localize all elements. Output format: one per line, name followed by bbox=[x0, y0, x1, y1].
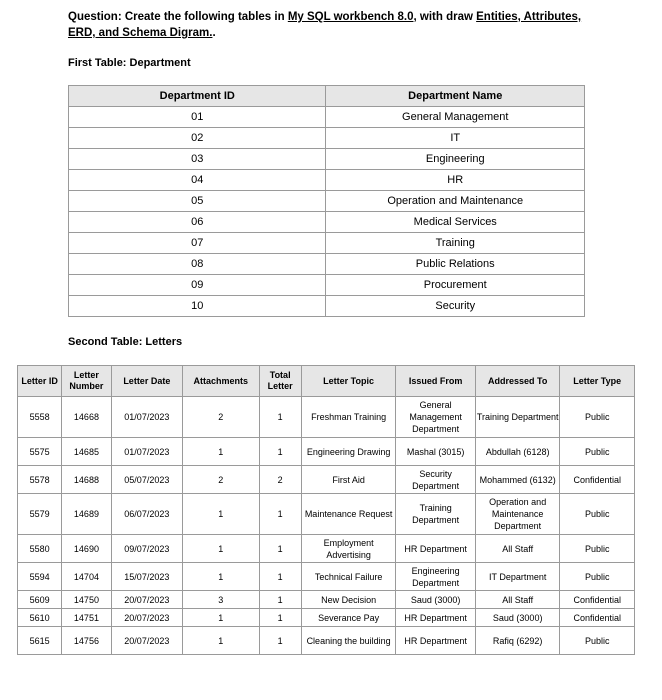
department-id-cell: 02 bbox=[69, 128, 326, 149]
department-name-cell: Training bbox=[326, 233, 585, 254]
letter-date-cell: 20/07/2023 bbox=[111, 591, 182, 609]
letter-type-cell: Public bbox=[560, 535, 635, 563]
header-attachments: Attachments bbox=[183, 366, 259, 397]
letter-id-cell: 5558 bbox=[18, 397, 62, 438]
letter-topic-cell: Cleaning the building bbox=[301, 627, 396, 655]
addressed-to-cell: Rafiq (6292) bbox=[475, 627, 560, 655]
department-name-cell: General Management bbox=[326, 107, 585, 128]
header-letter-topic: Letter Topic bbox=[301, 366, 396, 397]
question-link-mysql: My SQL workbench 8.0 bbox=[287, 11, 414, 23]
question-link-entities: Entities, Attributes, ERD, and Schema Digram. bbox=[68, 11, 582, 39]
letter-number-cell: 14689 bbox=[62, 494, 111, 535]
question-prefix: Question: Create the following tables in bbox=[68, 11, 288, 23]
attachments-cell: 1 bbox=[183, 627, 259, 655]
letter-number-cell: 14688 bbox=[62, 466, 111, 494]
letter-number-cell: 14756 bbox=[62, 627, 111, 655]
letter-topic-cell: Freshman Training bbox=[301, 397, 396, 438]
letter-date-cell: 15/07/2023 bbox=[111, 563, 182, 591]
department-id-cell: 05 bbox=[69, 191, 326, 212]
department-id-cell: 09 bbox=[69, 275, 326, 296]
department-id-cell: 03 bbox=[69, 149, 326, 170]
header-letter-number: Letter Number bbox=[62, 366, 111, 397]
department-table bbox=[68, 85, 585, 317]
department-name-cell: Procurement bbox=[326, 275, 585, 296]
letter-date-cell: 06/07/2023 bbox=[111, 494, 182, 535]
letter-date-cell: 01/07/2023 bbox=[111, 397, 182, 438]
header-letter-date: Letter Date bbox=[111, 366, 182, 397]
letter-id-cell: 5580 bbox=[18, 535, 62, 563]
attachments-cell: 1 bbox=[183, 563, 259, 591]
letter-type-cell: Public bbox=[560, 438, 635, 466]
department-name-cell: Operation and Maintenance bbox=[326, 191, 585, 212]
letter-type-cell: Confidential bbox=[560, 609, 635, 627]
letter-topic-cell: New Decision bbox=[301, 591, 396, 609]
attachments-cell: 3 bbox=[183, 591, 259, 609]
issued-from-cell: Training Department bbox=[396, 494, 476, 535]
letter-topic-cell: Severance Pay bbox=[301, 609, 396, 627]
addressed-to-cell: IT Department bbox=[475, 563, 560, 591]
table-row bbox=[69, 254, 585, 275]
attachments-cell: 2 bbox=[183, 397, 259, 438]
table-row bbox=[18, 438, 635, 466]
addressed-to-cell: Training Department bbox=[475, 397, 560, 438]
letter-id-cell: 5575 bbox=[18, 438, 62, 466]
table-row bbox=[18, 535, 635, 563]
letter-number-cell: 14704 bbox=[62, 563, 111, 591]
letter-number-cell: 14750 bbox=[62, 591, 111, 609]
letter-number-cell: 14668 bbox=[62, 397, 111, 438]
total-letter-cell: 1 bbox=[259, 591, 301, 609]
letter-date-cell: 01/07/2023 bbox=[111, 438, 182, 466]
table-row bbox=[69, 107, 585, 128]
letter-id-cell: 5610 bbox=[18, 609, 62, 627]
addressed-to-cell: Abdullah (6128) bbox=[475, 438, 560, 466]
table-row bbox=[18, 563, 635, 591]
letter-topic-cell: Maintenance Request bbox=[301, 494, 396, 535]
department-id-cell: 01 bbox=[69, 107, 326, 128]
header-addressed-to: Addressed To bbox=[475, 366, 560, 397]
addressed-to-cell: All Staff bbox=[475, 591, 560, 609]
department-name-cell: Public Relations bbox=[326, 254, 585, 275]
addressed-to-cell: Saud (3000) bbox=[475, 609, 560, 627]
letter-id-cell: 5578 bbox=[18, 466, 62, 494]
department-id-cell: 06 bbox=[69, 212, 326, 233]
letter-id-cell: 5615 bbox=[18, 627, 62, 655]
question-suffix: . bbox=[212, 27, 216, 39]
letter-type-cell: Public bbox=[560, 494, 635, 535]
table-row bbox=[18, 494, 635, 535]
question-middle: , with draw bbox=[413, 11, 477, 23]
department-id-cell: 10 bbox=[69, 296, 326, 317]
header-issued-from: Issued From bbox=[396, 366, 476, 397]
attachments-cell: 1 bbox=[183, 494, 259, 535]
letter-type-cell: Confidential bbox=[560, 591, 635, 609]
department-name-cell: Security bbox=[326, 296, 585, 317]
department-id-cell: 07 bbox=[69, 233, 326, 254]
letter-type-cell: Public bbox=[560, 627, 635, 655]
table-row bbox=[18, 466, 635, 494]
letter-id-cell: 5594 bbox=[18, 563, 62, 591]
table-row bbox=[69, 233, 585, 254]
letter-topic-cell: Engineering Drawing bbox=[301, 438, 396, 466]
department-name-cell: HR bbox=[326, 170, 585, 191]
total-letter-cell: 1 bbox=[259, 438, 301, 466]
total-letter-cell: 1 bbox=[259, 397, 301, 438]
table-row bbox=[69, 275, 585, 296]
letter-number-cell: 14751 bbox=[62, 609, 111, 627]
header-letter-type: Letter Type bbox=[560, 366, 635, 397]
addressed-to-cell: Mohammed (6132) bbox=[475, 466, 560, 494]
header-letter-id: Letter ID bbox=[18, 366, 62, 397]
total-letter-cell: 1 bbox=[259, 609, 301, 627]
first-table-heading: First Table: Department bbox=[68, 57, 191, 69]
table-row bbox=[69, 212, 585, 233]
department-id-cell: 08 bbox=[69, 254, 326, 275]
attachments-cell: 2 bbox=[183, 466, 259, 494]
issued-from-cell: HR Department bbox=[396, 535, 476, 563]
department-header-row bbox=[69, 86, 585, 107]
issued-from-cell: Mashal (3015) bbox=[396, 438, 476, 466]
header-total-letter: Total Letter bbox=[259, 366, 301, 397]
table-row bbox=[69, 296, 585, 317]
second-table-heading: Second Table: Letters bbox=[68, 336, 183, 348]
letter-number-cell: 14690 bbox=[62, 535, 111, 563]
total-letter-cell: 1 bbox=[259, 627, 301, 655]
letter-type-cell: Public bbox=[560, 397, 635, 438]
total-letter-cell: 2 bbox=[259, 466, 301, 494]
header-department-id: Department ID bbox=[69, 86, 326, 107]
letters-table bbox=[17, 365, 635, 655]
question-text bbox=[68, 9, 608, 41]
letter-date-cell: 05/07/2023 bbox=[111, 466, 182, 494]
letter-type-cell: Confidential bbox=[560, 466, 635, 494]
table-row bbox=[69, 149, 585, 170]
header-department-name: Department Name bbox=[326, 86, 585, 107]
attachments-cell: 1 bbox=[183, 438, 259, 466]
issued-from-cell: General Management Department bbox=[396, 397, 476, 438]
issued-from-cell: Saud (3000) bbox=[396, 591, 476, 609]
attachments-cell: 1 bbox=[183, 535, 259, 563]
letter-id-cell: 5609 bbox=[18, 591, 62, 609]
letter-topic-cell: Employment Advertising bbox=[301, 535, 396, 563]
table-row bbox=[18, 609, 635, 627]
table-row bbox=[18, 591, 635, 609]
total-letter-cell: 1 bbox=[259, 494, 301, 535]
table-row bbox=[69, 170, 585, 191]
issued-from-cell: Security Department bbox=[396, 466, 476, 494]
letter-id-cell: 5579 bbox=[18, 494, 62, 535]
department-name-cell: Medical Services bbox=[326, 212, 585, 233]
issued-from-cell: Engineering Department bbox=[396, 563, 476, 591]
table-row bbox=[69, 191, 585, 212]
total-letter-cell: 1 bbox=[259, 535, 301, 563]
addressed-to-cell: Operation and Maintenance Department bbox=[475, 494, 560, 535]
letter-number-cell: 14685 bbox=[62, 438, 111, 466]
department-name-cell: IT bbox=[326, 128, 585, 149]
table-row bbox=[18, 397, 635, 438]
letter-topic-cell: Technical Failure bbox=[301, 563, 396, 591]
table-row bbox=[18, 627, 635, 655]
issued-from-cell: HR Department bbox=[396, 609, 476, 627]
letter-date-cell: 09/07/2023 bbox=[111, 535, 182, 563]
attachments-cell: 1 bbox=[183, 609, 259, 627]
table-row bbox=[69, 128, 585, 149]
letter-type-cell: Public bbox=[560, 563, 635, 591]
issued-from-cell: HR Department bbox=[396, 627, 476, 655]
letter-date-cell: 20/07/2023 bbox=[111, 627, 182, 655]
total-letter-cell: 1 bbox=[259, 563, 301, 591]
department-id-cell: 04 bbox=[69, 170, 326, 191]
department-name-cell: Engineering bbox=[326, 149, 585, 170]
letter-date-cell: 20/07/2023 bbox=[111, 609, 182, 627]
addressed-to-cell: All Staff bbox=[475, 535, 560, 563]
letters-header-row bbox=[18, 366, 635, 397]
letter-topic-cell: First Aid bbox=[301, 466, 396, 494]
